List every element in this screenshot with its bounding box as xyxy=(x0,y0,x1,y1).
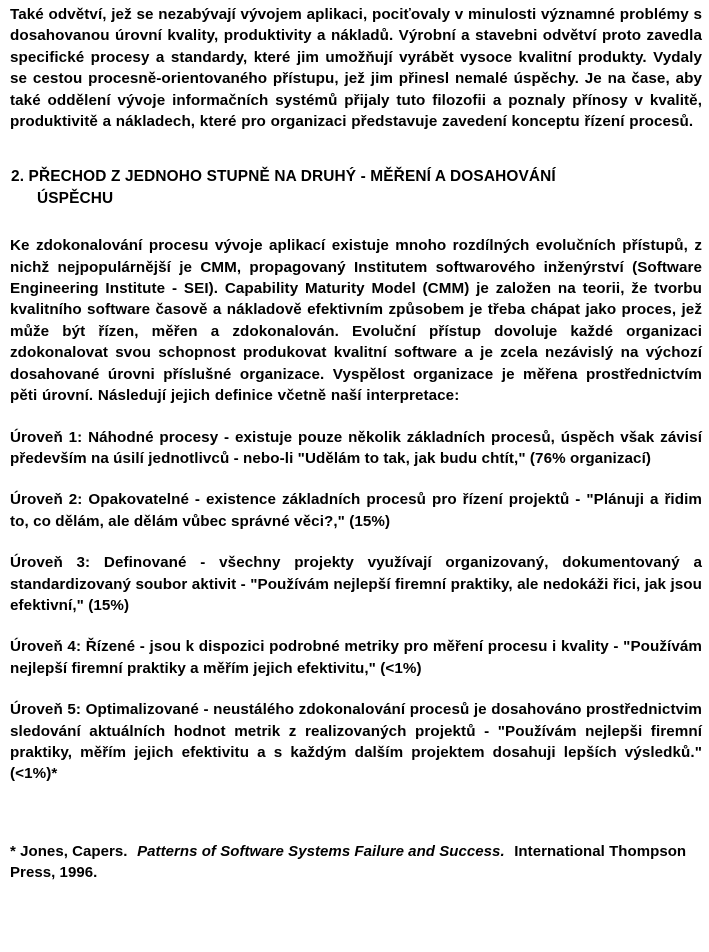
section-heading xyxy=(10,166,702,209)
level-label: Úroveň 3: xyxy=(10,554,91,572)
level-name: Řízené xyxy=(85,638,136,656)
level-label: Úroveň 2: xyxy=(10,491,83,509)
section-heading-line-1: 2. PŘECHOD Z JEDNOHO STUPNĚ NA DRUHÝ - MĚŘENÍ A DOSAHOVÁNÍ xyxy=(11,168,556,186)
spacer xyxy=(10,616,702,636)
spacer xyxy=(10,469,702,489)
footnote-author: * Jones, Capers. xyxy=(10,842,128,860)
level-description: - všechny projekty využívají organizovaný, dokumentovaný a standardizovaný soubor aktivit - "Používám nejlepší firemní praktiky, ale nedokáži řici, jak jsou efektivní," (15%) xyxy=(10,554,702,614)
level-description: - neustálého zdokonalování procesů je dosahováno prostřednictvim sledování aktuálních hodnot metrik z realizovaných projektů - "Používám nejlepši firemní praktiky, měřím jejich efektivitu a s každým dalším projektem dosahuji lepších výsledků." (<1%)* xyxy=(10,701,702,783)
level-label: Úroveň 4: xyxy=(10,638,82,656)
footnote-publisher: International Thompson Press, 1996. xyxy=(10,842,687,882)
level-label: Úroveň 5: xyxy=(10,701,82,719)
level-description: - existuje pouze několik základních procesů, úspěch však závisí především na úsilí jednotlivců - nebo-li "Udělám to tak, jak budu chtít," (76% organizací) xyxy=(10,428,702,467)
intro-paragraph: Také odvětví, jež se nezabývají vývojem aplikaci, pociťovaly v minulosti významné problémy s dosahovanou úrovní kvality, produktivity a nákladů. Výrobní a stavebni odvětví proto zavedla specifické procesy a standardy, které jim umožňují vyrábět vysoce kvalitní produkty. Vydaly se cestou procesně-orientovaného přístupu, jež jim přinesl nemalé úspěchy. Je na čase, aby také oddělení vývoje informačních systémů přijaly tuto filozofii a poznaly přínosy v kvalitě, produktivitě a nákladech, které pro organizaci představuje zavedení konceptu řízení procesů. xyxy=(10,6,702,131)
level-item xyxy=(10,699,702,785)
page-content xyxy=(10,4,702,884)
spacer xyxy=(10,407,702,427)
level-name: Definované xyxy=(103,554,187,572)
level-name: Náhodné procesy xyxy=(88,428,219,446)
level-name: Optimalizované xyxy=(85,701,199,719)
level-item xyxy=(10,552,702,616)
spacer xyxy=(10,132,702,166)
level-description: - jsou k dispozici podrobné metriky pro měření procesu i kvality - "Používám nejlepší firemní praktiky a měřím jejich efektivitu," (<1%) xyxy=(10,638,702,677)
spacer-before-footnote xyxy=(10,785,702,841)
level-description: - existence základních procesů pro řízení projektů - "Plánuji a řidim to, co dělám, ale dělám vůbec správné věci?," (15%) xyxy=(10,491,702,530)
level-label: Úroveň 1: xyxy=(10,428,83,446)
level-item xyxy=(10,427,702,470)
footnote-title: Patterns of Software Systems Failure and Success. xyxy=(137,842,505,860)
level-item xyxy=(10,489,702,532)
spacer xyxy=(10,209,702,235)
cmm-paragraph: Ke zdokonalování procesu vývoje aplikací existuje mnoho rozdílných evolučních přístupů, z nichž nejpopulárnější je CMM, propagovaný Institutem softwarového inženýrství (Software Engineering Institute - SEI). Capability Maturity Model (CMM) je založen na teorii, že tvorbu kvalitního software časově a nákladově efektivním způsobem je třeba chápat jako proces, jež může být řízen, měřen a zdokonalován. Evoluční přístup dovoluje každé organizaci zdokonalovat svou schopnost produkovat kvalitní software a je zcela nezávislý na výchozí dosahované úrovni příslušné organizace. Vyspělost organizace je měřena prostřednictvím pěti úrovní. Následují jejich definice včetně naší interpretace: xyxy=(10,237,702,405)
spacer xyxy=(10,532,702,552)
footnote-citation xyxy=(10,841,702,884)
section-heading-line-2: ÚSPĚCHU xyxy=(37,189,114,207)
level-name: Opakovatelné xyxy=(88,491,189,509)
level-item xyxy=(10,636,702,679)
spacer xyxy=(10,679,702,699)
